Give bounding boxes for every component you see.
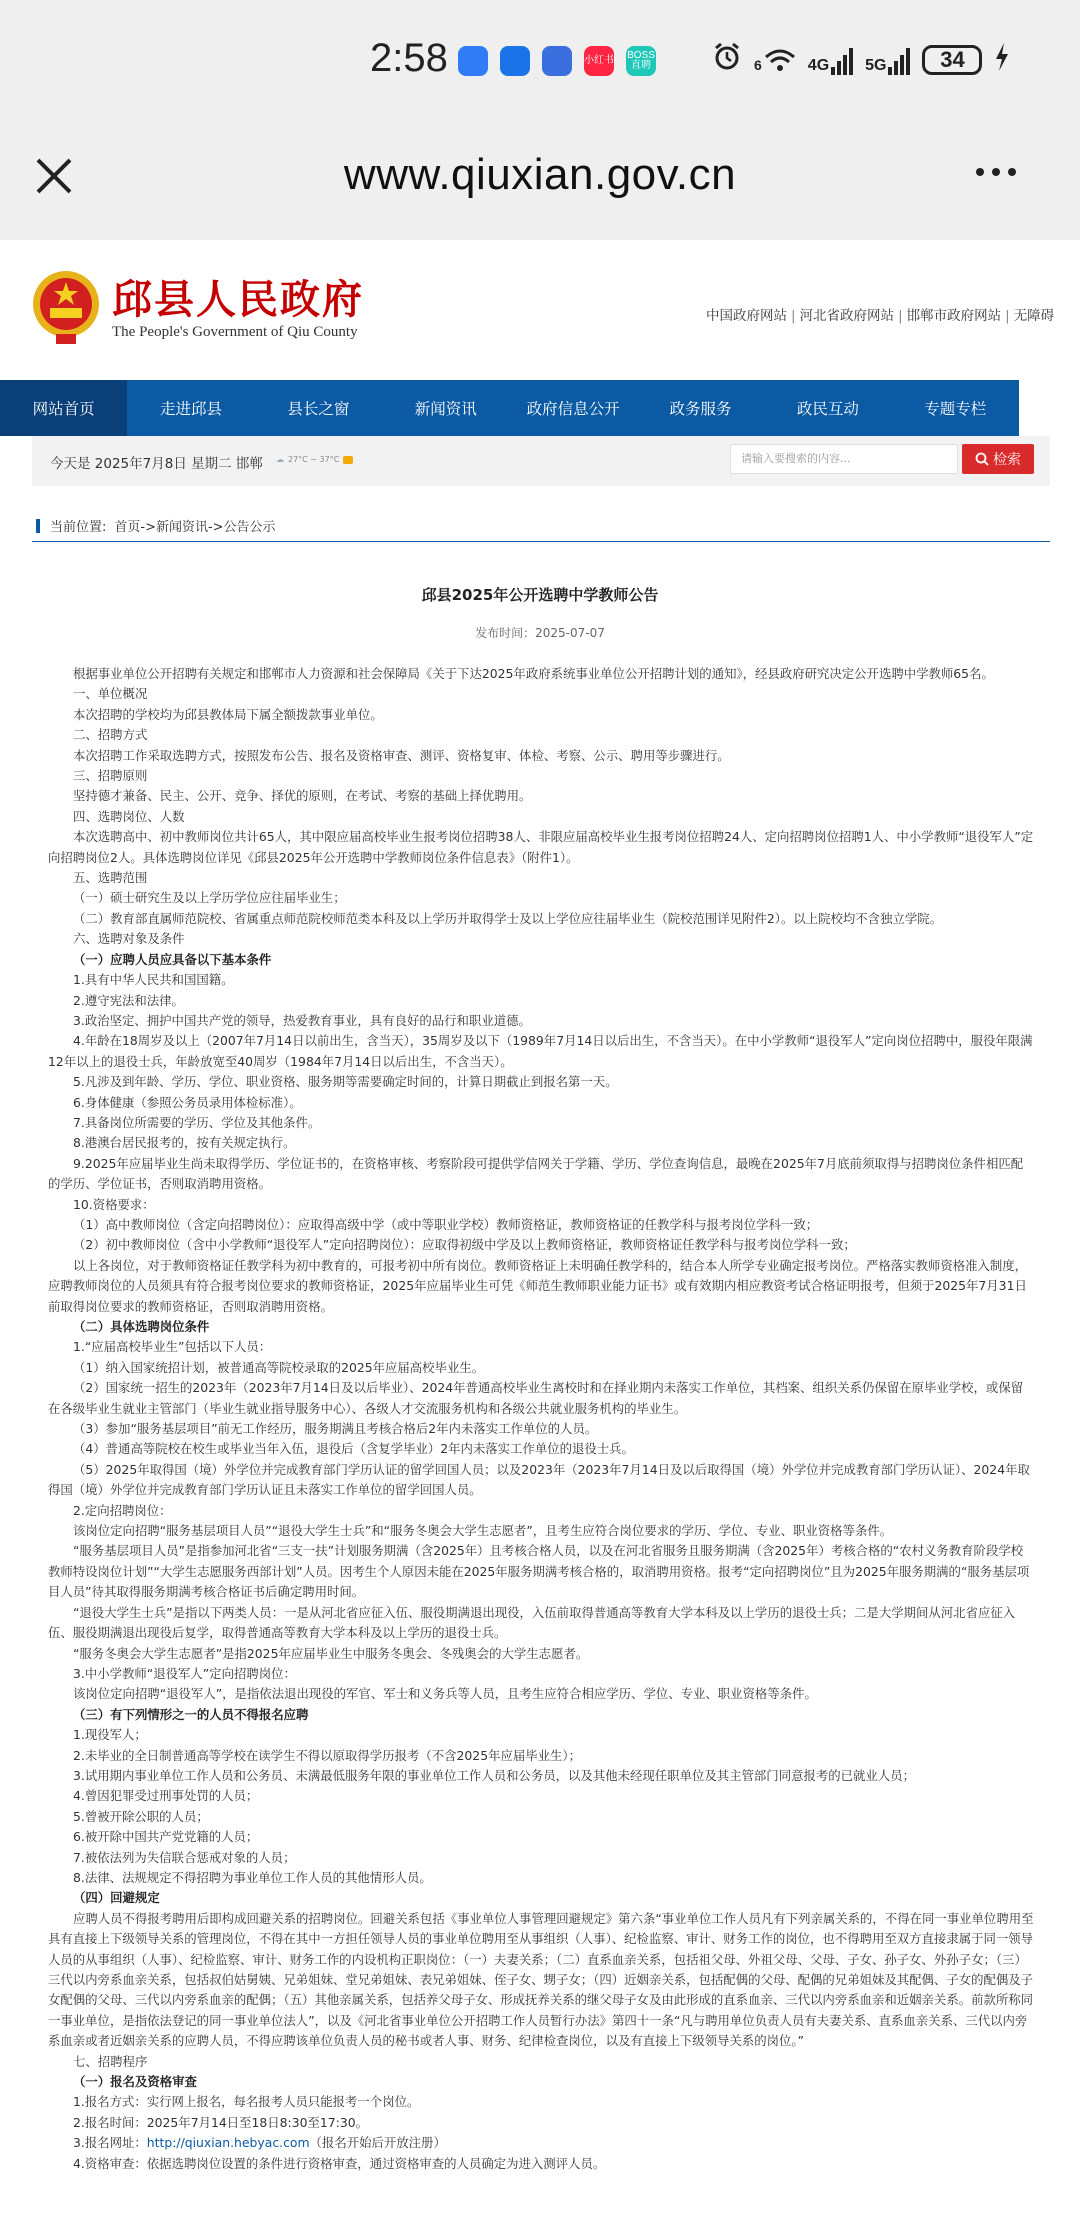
weather: ☁ 27°C ~ 37°C: [276, 455, 353, 464]
url-bar[interactable]: www.qiuxian.gov.cn: [343, 150, 737, 199]
article-paragraph: 本次招聘工作采取选聘方式，按照发布公告、报名及资格审查、测评、资格复审、体检、考察、公示、聘用等步骤进行。: [73, 747, 730, 763]
article-paragraph: 6.身体健康（参照公务员录用体检标准）。: [73, 1094, 302, 1110]
link-gov-cn[interactable]: 中国政府网站: [706, 308, 787, 324]
article-title: 邱县2025年公开选聘中学教师公告: [421, 586, 659, 604]
article-paragraph: 6.被开除中国共产党党籍的人员；: [73, 1829, 259, 1845]
article-paragraph: 5.凡涉及到年龄、学历、学位、职业资格、服务期等需要确定时间的，计算日期截止到报名第一天。: [73, 1074, 618, 1090]
registration-link[interactable]: http://qiuxian.hebyac.com: [146, 2135, 310, 2151]
article-paragraph: “退役大学生士兵”是指以下两类人员：一是从河北省应征入伍、服役期满退出现役，入伍前取得普通高等教育大学本科及以上学历的退役士兵；二是大学期间从河北省应征入伍、服役期满退出现役后复学，取得普通高等教育大学本科及以上学历的退役士兵。: [48, 1604, 1016, 1641]
wifi-icon: 6: [754, 47, 796, 73]
article-paragraph: 以上各岗位，对于教师资格证任教学科为初中教育的，可报考初中所有岗位。教师资格证上未明确任教学科的，结合本人所学专业确定报考岗位。严格落实教师资格准入制度，应聘教师岗位的人员须具有符合报考岗位要求的教师资格证，2025年应届毕业生可凭《师范生教师职业能力证书》或有效期内相应教资考试合格证明报考，但须于2025年7月31日前取得岗位要求的教师资格证，否则取消聘用资格。: [48, 1257, 1028, 1314]
paragraph-text: （报名开始后开放注册）: [309, 2135, 446, 2151]
nav-special-topics[interactable]: 专题专栏: [924, 400, 987, 418]
message-bubble-icon: [458, 46, 488, 76]
article-paragraph: （一）硕士研究生及以上学历学位应往届毕业生；: [73, 890, 346, 906]
cloud-icon: ☁: [276, 455, 284, 464]
article-paragraph: 2.遵守宪法和法律。: [73, 992, 184, 1008]
article-pubdate: 发布时间：2025-07-07: [475, 626, 605, 640]
article-paragraph: （2）初中教师岗位（含中小学教师“退役军人”定向招聘岗位）：应取得初级中学及以上教师资格证，教师资格证任教学科与报考岗位学科一致；: [73, 1237, 856, 1253]
article-paragraph: 1.现役军人；: [73, 1727, 147, 1743]
article-paragraph: 该岗位定向招聘“退役军人”，是指依法退出现役的军官、军士和义务兵等人员，且考生应符合相应学历、学位、专业、职业资格等条件。: [73, 1686, 817, 1702]
search-icon: [975, 452, 989, 466]
article-section-heading: （一）报名及资格审查: [73, 2074, 197, 2090]
article-paragraph: （1）纳入国家统招计划，被普通高等院校录取的2025年应届高校毕业生。: [73, 1359, 485, 1375]
nav-mayor-window[interactable]: 县长之窗: [287, 400, 350, 418]
nav-gov-info[interactable]: 政府信息公开: [526, 400, 620, 418]
article-paragraph: 二、招聘方式: [73, 727, 148, 743]
article-paragraph: 应聘人员不得报考聘用后即构成回避关系的招聘岗位。回避关系包括《事业单位人事管理回避规定》第六条“事业单位工作人员凡有下列亲属关系的，不得在同一事业单位聘用至具有直接上下级领导关系的管理岗位，不得在其中一方担任领导人员的事业单位聘用至从事组织（人事）、纪检监察、审计、财务工作的岗位，也不得聘用至双方直接隶属于同一领导人员的从事组织（人事）、纪检监察、审计、财务工作的内设机构正职岗位：（一）夫妻关系；（二）直系血亲关系，包括祖父母、外祖父母、父母、子女、孙子女、外孙子女；（三）三代以内旁系血亲关系，包括叔伯姑舅姨、兄弟姐妹、堂兄弟姐妹、表兄弟姐妹、侄子女、甥子女；（四）近姻亲关系，包括配偶的父母、配偶的兄弟姐妹及其配偶、子女的配偶及子女配偶的父母、三代以内旁系血亲的配偶；（五）其他亲属关系，包括养父母子女、形成抚养关系的继父母子女及由此形成的直系血亲、三代以内旁系血亲和近姻亲关系。前款所称同一事业单位，是指依法登记的同一事业单位法人”，以及《河北省事业单位公开招聘工作人员暂行办法》第四十一条“凡与聘用单位负责人员有夫妻关系、直系血亲关系、三代以内旁系血亲或者近姻亲关系的应聘人员，不得应聘该单位负责人员的秘书或者人事、财务、纪律检查岗位，以及有直接上下级领导关系的岗位。”: [48, 1910, 1034, 2049]
article-paragraph: 一、单位概况: [73, 686, 148, 702]
article-paragraph: 六、选聘对象及条件: [73, 931, 185, 947]
breadcrumb-label: 当前位置:: [50, 520, 107, 535]
article-paragraph: 8.法律、法规规定不得招聘为事业单位工作人员的其他情形人员。: [73, 1869, 432, 1885]
article-paragraph: 2.报名时间：2025年7月14日至18日8:30至17:30。: [73, 2114, 368, 2130]
top-links: 中国政府网站 | 河北省政府网站 | 邯郸市政府网站 | 无障碍: [706, 308, 1055, 324]
status-time: 2:58: [370, 36, 448, 80]
breadcrumb-marker: [36, 519, 40, 533]
article-section-heading: （一）应聘人员应具备以下基本条件: [73, 951, 272, 967]
shield-app-icon: [542, 46, 572, 76]
article-paragraph: [48, 2133, 1035, 2153]
link-hebei-gov[interactable]: 河北省政府网站: [799, 308, 895, 324]
status-system-icons: [712, 42, 1010, 77]
article-section-heading: （二）具体选聘岗位条件: [73, 1319, 210, 1334]
article-paragraph: 2.未毕业的全日制普通高等学校在读学生不得以原取得学历报考（不含2025年应届毕业生）；: [73, 1747, 581, 1763]
today-date: 今天是 2025年7月8日 星期二 邯郸: [50, 456, 263, 472]
article-paragraph: 10.资格要求：: [73, 1196, 155, 1212]
link-handan-gov[interactable]: 邯郸市政府网站: [906, 308, 1002, 324]
breadcrumb: [36, 516, 276, 535]
paragraph-text: 3.报名网址：: [73, 2135, 147, 2151]
link-accessibility[interactable]: 无障碍: [1013, 308, 1055, 324]
status-app-icons: [458, 46, 656, 76]
article-paragraph: 坚持德才兼备、民主、公开、竞争、择优的原则，在考试、考察的基础上择优聘用。: [73, 788, 532, 804]
more-icon: [976, 168, 984, 176]
national-emblem-logo: [30, 268, 102, 346]
charging-icon: [994, 42, 1010, 77]
article-paragraph: （3）参加“服务基层项目”前无工作经历，服务期满且考核合格后2年内未落实工作单位的人员。: [73, 1421, 598, 1437]
article-paragraph: 1.报名方式：实行网上报名，每名报考人员只能报考一个岗位。: [73, 2094, 420, 2110]
article-paragraph: （二）教育部直属师范院校、省属重点师范院校师范类本科及以上学历并取得学士及以上学位应往届毕业生（院校范围详见附件2）。以上院校均不含独立学院。: [73, 910, 943, 926]
nav-news[interactable]: 新闻资讯: [414, 400, 477, 418]
article-section-heading: （四）回避规定: [73, 1890, 160, 1906]
article-paragraph: 2.定向招聘岗位：: [73, 1502, 172, 1518]
article-paragraph: 4.曾因犯罪受过刑事处罚的人员；: [73, 1788, 259, 1804]
article-paragraph: （4）普通高等院校在校生或毕业当年入伍，退役后（含复学毕业）2年内未落实工作单位的退役士兵。: [73, 1441, 634, 1457]
article-section-heading: （三）有下列情形之一的人员不得报名应聘: [73, 1706, 309, 1722]
article-paragraph: 七、招聘程序: [73, 2053, 148, 2069]
date-bar: [32, 436, 1050, 486]
nav-services[interactable]: 政务服务: [669, 400, 732, 418]
article-paragraph: 5.曾被开除公职的人员；: [73, 1808, 209, 1824]
article-paragraph: 本次招聘的学校均为邱县教体局下属全额拨款事业单位。: [73, 706, 383, 722]
article-paragraph: 7.具备岗位所需要的学历、学位及其他条件。: [73, 1114, 321, 1130]
nav-home[interactable]: 网站首页: [0, 380, 127, 436]
article-paragraph: （2）国家统一招生的2023年（2023年7月14日及以后毕业）、2024年普通高校毕业生离校时和在择业期内未落实工作单位，其档案、组织关系仍保留在原毕业学校，或保留在各级毕业生就业主管部门（毕业生就业指导服务中心）、各级人才交流服务机构和各级公共就业服务机构的毕业生。: [48, 1380, 1024, 1416]
article-paragraph: （1）高中教师岗位（含定向招聘岗位）：应取得高级中学（或中等职业学校）教师资格证，教师资格证的任教学科与报考岗位学科一致；: [73, 1216, 819, 1232]
article-paragraph: 3.政治坚定、拥护中国共产党的领导，热爱教育事业，具有良好的品行和职业道德。: [73, 1012, 531, 1028]
article-paragraph: 根据事业单位公开招聘有关规定和邯郸市人力资源和社会保障局《关于下达2025年政府系统事业单位公开招聘计划的通知》，经县政府研究决定公开选聘中学教师65名。: [73, 666, 994, 681]
article-paragraph: 四、选聘岗位、人数: [73, 808, 185, 824]
article-paragraph: 三、招聘原则: [73, 768, 148, 784]
breadcrumb-path[interactable]: 首页->新闻资讯->公告公示: [114, 520, 276, 535]
article-paragraph: （5）2025年取得国（境）外学位并完成教育部门学历认证的留学回国人员；以及2023年（2023年7月14日及以后取得国（境）外学位并完成教育部门学历认证）、2024年取得国（境）外学位并完成教育部门学历认证且未落实工作单位的留学回国人员。: [48, 1461, 1030, 1498]
article-paragraph: 本次选聘高中、初中教师岗位共计65人，其中限应届高校毕业生报考岗位招聘38人、非限应届高校毕业生报考岗位招聘24人、定向招聘岗位招聘1人、中小学教师“退役军人”定向招聘岗位2人。具体选聘岗位详见《邱县2025年公开选聘中学教师岗位条件信息表》（附件1）。: [48, 829, 1034, 865]
boss-zhipin-icon: BOSS直聘: [626, 46, 656, 76]
article-paragraph: 9.2025年应届毕业生尚未取得学历、学位证书的，在资格审核、考察阶段可提供学信网关于学籍、学历、学位查询信息，最晚在2025年7月底前须取得与招聘岗位条件相匹配的学历、学位证书，否则取消聘用资格。: [48, 1155, 1024, 1192]
article-paragraph: 五、选聘范围: [73, 870, 148, 886]
site-title: 邱县人民政府: [112, 276, 364, 323]
article-paragraph: “服务冬奥会大学生志愿者”是指2025年应届毕业生中服务冬奥会、冬残奥会的大学生志愿者。: [73, 1645, 589, 1661]
nav-interaction[interactable]: 政民互动: [796, 400, 859, 418]
article-paragraph: 4.年龄在18周岁及以上（2007年7月14日以前出生，含当天），35周岁及以下（1989年7月14日以后出生，不含当天）。在中小学教师“退役军人”定向岗位招聘中，服役年限满12年以上的退役士兵，年龄放宽至40周岁（1984年7月14日以后出生，不含当天）。: [48, 1033, 1033, 1069]
search-input[interactable]: 请输入要搜索的内容...: [730, 444, 958, 474]
article-paragraph: 4.资格审查：依据选聘岗位设置的条件进行资格审查，通过资格审查的人员确定为进入测评人员。: [73, 2155, 606, 2171]
battery-icon: 34: [922, 45, 982, 75]
article-paragraph: “服务基层项目人员”是指参加河北省“三支一扶”计划服务期满（含2025年）且考核合格人员，以及在河北省服务且服务期满（含2025年）考核合格的“农村义务教育阶段学校教师特设岗位计划”“大学生志愿服务西部计划”人员。因考生个人原因未能在2025年服务期满考核合格的，取消聘用资格。报考“定向招聘岗位”且为2025年服务期满的“服务基层项目人员”待其取得服务期满考核合格证书后确定聘用时间。: [48, 1543, 1030, 1600]
article-paragraph: 3.中小学教师“退役军人”定向招聘岗位：: [73, 1665, 296, 1681]
article-body: [48, 664, 1035, 2174]
nav-about-county[interactable]: 走进邱县: [160, 400, 223, 418]
more-menu-button[interactable]: [976, 168, 1016, 176]
xiaohongshu-icon: 小红书: [584, 46, 614, 76]
article-paragraph: 该岗位定向招聘“服务基层项目人员”“退役大学生士兵”和“服务冬奥会大学生志愿者”，且考生应符合岗位要求的学历、学位、专业、职业资格等条件。: [73, 1523, 893, 1539]
article-paragraph: 8.港澳台居民报考的，按有关规定执行。: [73, 1135, 296, 1151]
sun-icon: [343, 456, 353, 464]
article-paragraph: 1.具有中华人民共和国国籍。: [73, 972, 234, 988]
search-button[interactable]: 检索: [962, 444, 1034, 474]
signal-4g-icon: 4G: [808, 45, 853, 75]
article-paragraph: 3.试用期内事业单位工作人员和公务员、未满最低服务年限的事业单位工作人员和公务员，以及其他未经现任职单位及其主管部门同意报考的已就业人员；: [73, 1767, 915, 1783]
main-nav: [0, 380, 1019, 436]
dingtalk-icon: [500, 46, 530, 76]
site-subtitle: The People's Government of Qiu County: [112, 324, 358, 340]
article-paragraph: 7.被依法列为失信联合惩戒对象的人员；: [73, 1849, 296, 1865]
breadcrumb-divider: [32, 541, 1050, 542]
signal-5g-icon: 5G: [865, 45, 910, 75]
article-paragraph: 1.“应届高校毕业生”包括以下人员：: [73, 1339, 272, 1355]
alarm-icon: [712, 42, 742, 77]
